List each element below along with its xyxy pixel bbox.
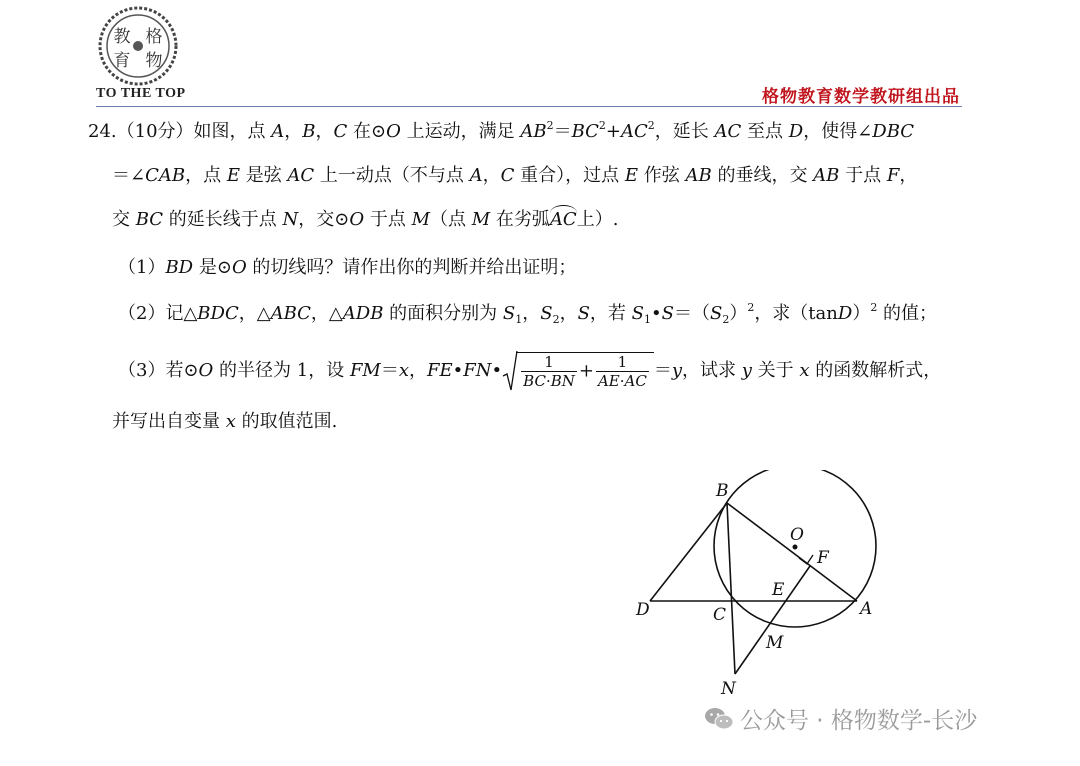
logo-seal-icon bbox=[94, 4, 190, 90]
label-e: E bbox=[772, 580, 785, 600]
brand-title: 格物教育数学教研组出品 bbox=[762, 87, 960, 107]
header-divider bbox=[96, 106, 962, 107]
logo-char: 物 bbox=[145, 51, 163, 71]
question-line-3: 交 BC 的延长线于点 N，交⊙O 于点 M（点 M 在劣弧AC上）. bbox=[112, 209, 619, 230]
logo-motto: TO THE TOP bbox=[96, 86, 186, 101]
right-angle-mark bbox=[799, 555, 813, 564]
label-c: C bbox=[713, 605, 727, 625]
part-1: （1）BD 是⊙O 的切线吗？请作出你的判断并给出证明； bbox=[118, 257, 577, 278]
part-3-continued: 并写出自变量 x 的取值范围. bbox=[112, 411, 338, 432]
watermark-text: 公众号 · 格物数学-长沙 bbox=[740, 708, 978, 734]
question-line-1: 24.（10分）如图，点 A，B，C 在⊙O 上运动，满足 $AB^2=BC^2+AC^2$，延长 AC 至点 D，使得∠DBC bbox=[88, 119, 915, 142]
wechat-icon bbox=[704, 706, 734, 732]
logo-char: 教 bbox=[113, 27, 131, 47]
part-3-label: （3） bbox=[118, 360, 166, 381]
logo-char: 格 bbox=[145, 27, 163, 47]
sqrt-expression: $\frac{1}{BC\cdot BN}$ + $\frac{1}{AE\cdot AC}$ bbox=[502, 352, 654, 390]
segment-ba bbox=[727, 503, 857, 601]
question-number: 24. bbox=[88, 121, 117, 142]
label-n: N bbox=[721, 679, 736, 699]
question-score: （10分） bbox=[116, 121, 194, 142]
part-3: （3）若⊙O 的半径为 1，设 FM＝x，FE•FN• $\frac{1}{BC\cdot BN}$ + $\frac{1}{AE\cdot AC}$ ＝y，试求 y 关于 x 的函数解析式， bbox=[118, 353, 942, 390]
segment-bd bbox=[650, 503, 727, 601]
segment-bn bbox=[727, 503, 735, 674]
part-1-label: （1） bbox=[118, 257, 166, 278]
question-line-2: ＝∠CAB，点 E 是弦 AC 上一动点（不与点 A，C 重合），过点 E 作弦 AB 的垂线，交 AB 于点 F， bbox=[112, 165, 918, 186]
label-m: M bbox=[766, 633, 784, 653]
label-f: F bbox=[817, 548, 829, 568]
part-2: （2）记△BDC，△ABC，△ADB 的面积分别为 $S_1$，$S_2$，S，若 $S_1•S=(S_2)^2$，求$(\tan D)^2$ 的值； bbox=[118, 301, 938, 326]
label-o: O bbox=[790, 525, 804, 545]
watermark bbox=[704, 702, 977, 735]
center-o-dot bbox=[793, 545, 798, 550]
label-a: A bbox=[860, 599, 873, 619]
logo-char: 育 bbox=[113, 51, 131, 71]
geometry-figure bbox=[620, 470, 890, 700]
label-b: B bbox=[716, 481, 729, 501]
label-d: D bbox=[636, 600, 650, 620]
part-2-label: （2） bbox=[118, 303, 166, 324]
